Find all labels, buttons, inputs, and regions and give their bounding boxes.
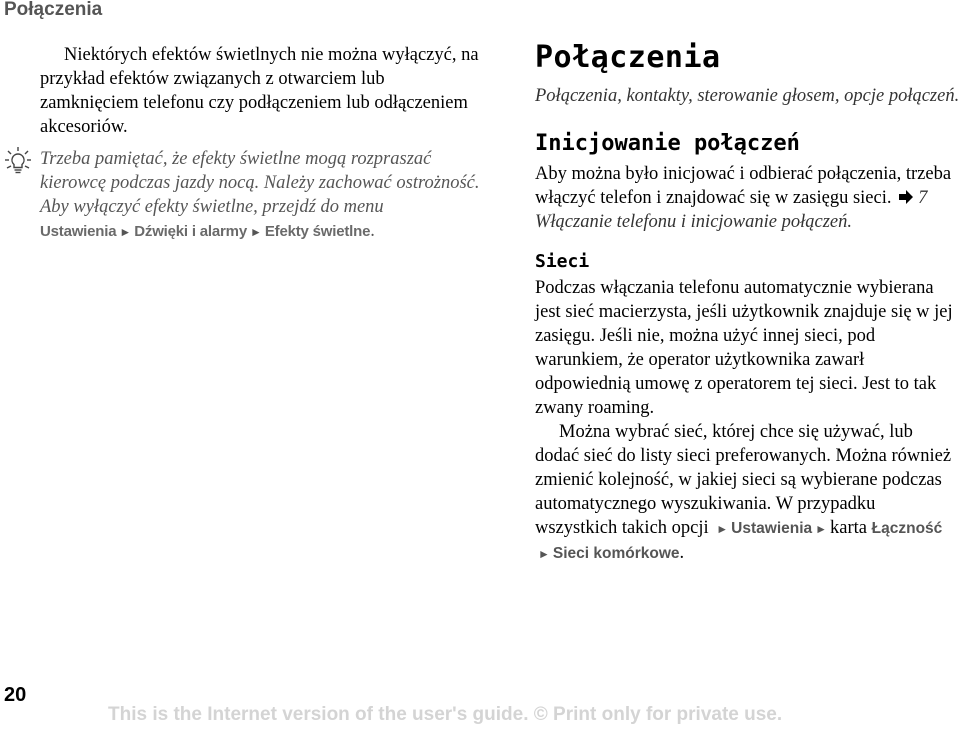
- arrow-right-icon: ►: [538, 547, 550, 561]
- tip-text: Trzeba pamiętać, że efekty świetlne mogą rozpraszać kierowcę podczas jazdy nocą. Należy zachować ostrożność. Aby wyłączyć efekty świetlne, przejdź do menu: [40, 149, 480, 217]
- section-heading-networks: Sieci: [535, 251, 590, 272]
- arrow-right-icon: ►: [815, 522, 828, 536]
- footer-notice: This is the Internet version of the user's guide. © Print only for private use.: [108, 704, 783, 725]
- page-number: 20: [4, 684, 27, 706]
- menu-path-connectivity: Łączność: [871, 520, 943, 537]
- card-word: karta: [830, 518, 868, 538]
- calls-paragraph: [535, 162, 960, 234]
- calls-text: Aby można było inicjować i odbierać połączenia, trzeba włączyć telefon i znajdować się w zasięgu sieci.: [535, 164, 952, 208]
- networks-paragraph-2: [535, 420, 960, 566]
- networks-paragraph-1: Podczas włączania telefonu automatycznie wybierana jest sieć macierzysta, jeśli użytkownik znajduje się w jej zasięgu. Jeśli nie, można użyć innej sieci, pod warunkiem, że operator użytkownika zawarł odpowiednią umowę z operatorem tej sieci. Jest to tak zwany roaming.: [535, 278, 953, 418]
- menu-path-settings: Ustawienia: [40, 223, 117, 240]
- running-header: Połączenia: [4, 0, 103, 20]
- lightbulb-icon: [4, 146, 32, 176]
- networks-text-2: Można wybrać sieć, której chce się używać, lub dodać sieć do listy sieci preferowanych. Można również zmienić kolejność, w jakiej sieci są wybierane podczas automatycznego wyszukiwania. W przypadku wszystkich takich opcji: [535, 422, 952, 538]
- arrow-right-icon: ►: [716, 522, 729, 536]
- section-heading-calls: Inicjowanie połączeń: [535, 131, 800, 156]
- intro-paragraph: Niektórych efektów świetlnych nie można wyłączyć, na przykład efektów związanych z otwarciem lub zamknięciem telefonu czy podłączeniem lub odłączeniem akcesoriów.: [40, 45, 479, 137]
- menu-path-settings: Ustawienia: [731, 520, 813, 537]
- tip-end: .: [370, 221, 375, 241]
- page-subtitle: Połączenia, kontakty, sterowanie głosem, opcje połączeń.: [535, 86, 960, 106]
- arrow-right-icon: ►: [119, 225, 132, 239]
- tip-note: [40, 147, 480, 244]
- left-column: [40, 43, 480, 244]
- cross-reference-arrow-icon: [898, 190, 914, 204]
- menu-path-sounds: Dźwięki i alarmy: [134, 223, 247, 240]
- right-column: [535, 40, 960, 566]
- arrow-right-icon: ►: [249, 225, 262, 239]
- cross-reference: 7 Włączanie telefonu i inicjowanie połączeń.: [535, 188, 928, 232]
- page-title: Połączenia: [535, 40, 721, 75]
- paragraph-end: .: [679, 543, 685, 563]
- menu-path-mobile-networks: Sieci komórkowe: [552, 545, 680, 562]
- menu-path-light-effects: Efekty świetlne: [264, 223, 371, 240]
